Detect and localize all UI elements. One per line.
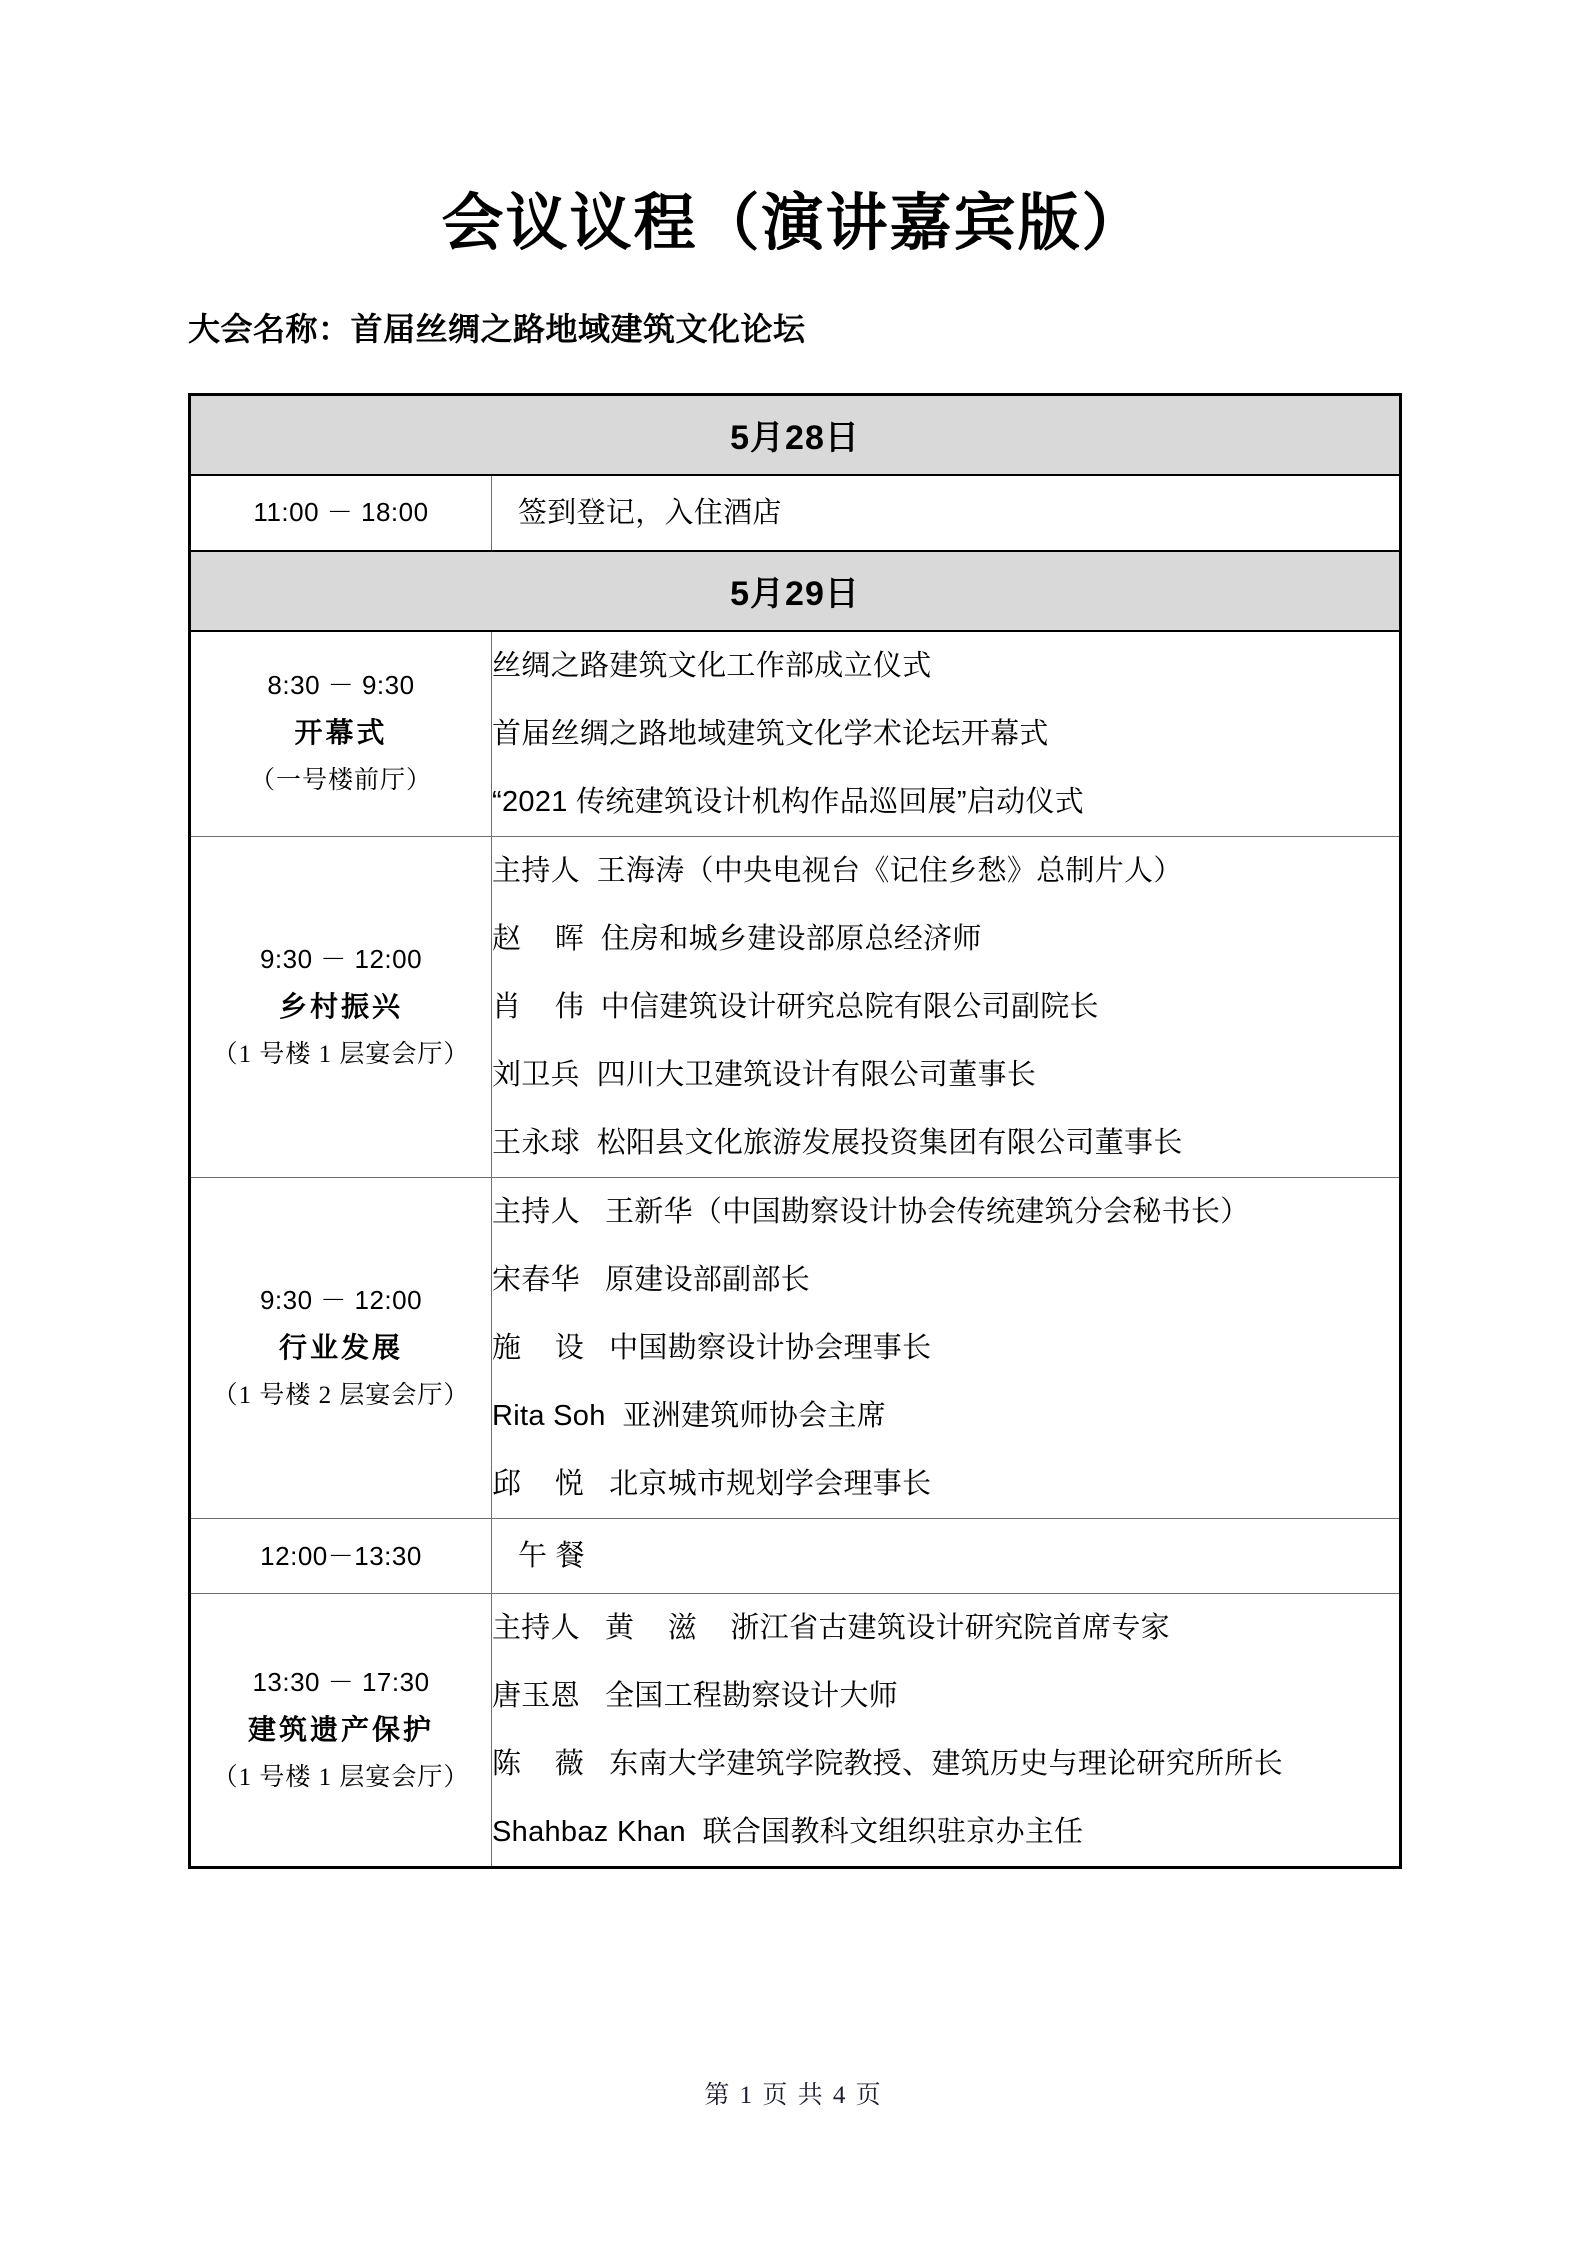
agenda-table [188, 393, 1402, 1870]
session-name: 乡村振兴 [278, 991, 403, 1023]
time-cell [190, 1594, 492, 1868]
day-header-label: 5月28日 [190, 394, 1401, 475]
time-cell [190, 475, 492, 551]
page-footer: 第 1 页 共 4 页 [704, 2082, 883, 2109]
agenda-line: “2021 传统建筑设计机构作品巡回展”启动仪式 [492, 785, 1085, 818]
agenda-line: Rita Soh 亚洲建筑师协会主席 [492, 1400, 887, 1433]
time-range: 13:30 － 17:30 [252, 1667, 430, 1698]
time-cell [190, 836, 492, 1177]
agenda-table-container [0, 349, 1587, 1870]
time-range: 9:30 － 12:00 [259, 1284, 423, 1315]
agenda-line: 施 设 中国勘察设计协会理事长 [492, 1332, 932, 1365]
agenda-line: 宋春华 原建设部副部长 [492, 1264, 811, 1296]
agenda-row [190, 836, 1401, 1177]
agenda-line: 主持人 王新华（中国勘察设计协会传统建筑分会秘书长） [492, 1195, 1250, 1228]
agenda-row [190, 475, 1401, 551]
session-venue: （1 号楼 2 层宴会厅） [212, 1381, 470, 1409]
session-venue: （1 号楼 1 层宴会厅） [212, 1763, 470, 1791]
agenda-line: 赵 晖 住房和城乡建设部原总经济师 [492, 922, 982, 955]
content-cell [492, 475, 1401, 551]
time-range: 8:30 － 9:30 [267, 670, 415, 701]
agenda-line: 肖 伟 中信建筑设计研究总院有限公司副院长 [492, 990, 1099, 1023]
session-name: 开幕式 [294, 718, 388, 750]
agenda-line: 唐玉恩 全国工程勘察设计大师 [492, 1680, 898, 1713]
agenda-row [190, 631, 1401, 837]
day-header-label: 5月29日 [190, 551, 1401, 631]
content-cell [492, 631, 1401, 837]
agenda-row [190, 1594, 1401, 1868]
time-cell [190, 631, 492, 837]
agenda-line: 午 餐 [518, 1540, 585, 1573]
agenda-line: 陈 薇 东南大学建筑学院教授、建筑历史与理论研究所所长 [492, 1748, 1284, 1781]
agenda-line: 邱 悦 北京城市规划学会理事长 [492, 1468, 932, 1501]
agenda-line: 王永球 松阳县文化旅游发展投资集团有限公司董事长 [492, 1126, 1183, 1159]
time-range: 9:30 － 12:00 [259, 943, 423, 974]
agenda-line: 首届丝绸之路地域建筑文化学术论坛开幕式 [492, 717, 1049, 750]
page-title: 会议议程（演讲嘉宾版） [441, 190, 1146, 258]
content-cell [492, 836, 1401, 1177]
agenda-row [190, 1177, 1401, 1518]
content-cell [492, 1177, 1401, 1518]
time-range: 11:00 － 18:00 [253, 497, 429, 528]
agenda-line: 丝绸之路建筑文化工作部成立仪式 [492, 649, 932, 682]
agenda-line: Shahbaz Khan 联合国教科文组织驻京办主任 [492, 1816, 1084, 1849]
agenda-line: 签到登记，入住酒店 [518, 496, 782, 529]
conference-name: 大会名称：首届丝绸之路地域建筑文化论坛 [188, 311, 806, 348]
time-cell [190, 1519, 492, 1594]
time-range: 12:00－13:30 [260, 1540, 422, 1571]
session-venue: （一号楼前厅） [249, 767, 432, 795]
agenda-line: 刘卫兵 四川大卫建筑设计有限公司董事长 [492, 1058, 1037, 1091]
day-header-row [190, 551, 1401, 631]
agenda-line: 主持人 王海涛（中央电视台《记住乡愁》总制片人） [492, 854, 1183, 887]
content-cell [492, 1519, 1401, 1594]
time-cell [190, 1177, 492, 1518]
session-venue: （1 号楼 1 层宴会厅） [212, 1040, 470, 1068]
agenda-row [190, 1519, 1401, 1594]
agenda-line: 主持人 黄 滋 浙江省古建筑设计研究院首席专家 [492, 1612, 1170, 1645]
session-name: 建筑遗产保护 [247, 1714, 434, 1746]
content-cell [492, 1594, 1401, 1868]
day-header-row [190, 394, 1401, 475]
session-name: 行业发展 [278, 1332, 403, 1364]
